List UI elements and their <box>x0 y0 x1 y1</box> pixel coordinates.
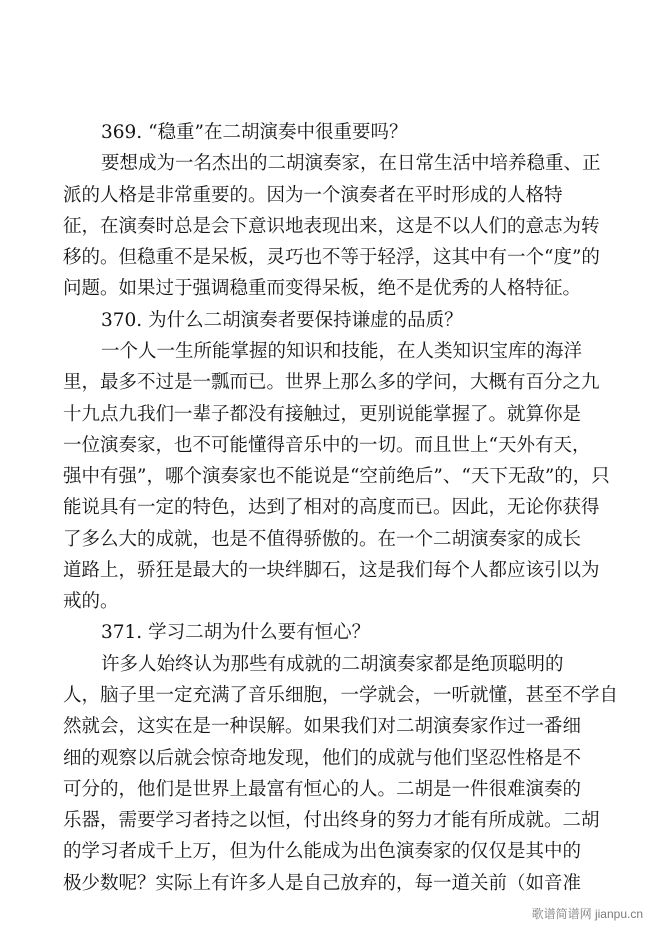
paragraph-line: 强中有强”，哪个演奏家也不能说是“空前绝后”、“天下无敌”的，只 <box>63 466 610 487</box>
paragraph-line: 征，在演奏时总是会下意识地表现出来，这是不以人们的意志为转 <box>63 216 600 237</box>
paragraph-line: 的学习者成千上万，但为什么能成为出色演奏家的仅仅是其中的 <box>63 841 582 862</box>
paragraph-line: 许多人始终认为那些有成就的二胡演奏家都是绝顶聪明的 <box>101 654 564 675</box>
paragraph-line: 一位演奏家，也不可能懂得音乐中的一切。而且世上“天外有天， <box>63 435 591 456</box>
paragraph-line: 人，脑子里一定充满了音乐细胞，一学就会，一听就懂，甚至不学自 <box>63 685 619 706</box>
heading-371: 371. 学习二胡为什么要有恒心？ <box>101 622 371 643</box>
paragraph-line: 派的人格是非常重要的。因为一个演奏者在平时形成的人格特 <box>63 185 563 206</box>
paragraph-line: 十九点九我们一辈子都没有接触过，更别说能掌握了。就算你是 <box>63 404 582 425</box>
paragraph-line: 道路上，骄狂是最大的一块绊脚石，这是我们每个人都应该引以为 <box>63 560 600 581</box>
paragraph-line: 然就会，这实在是一种误解。如果我们对二胡演奏家作过一番细 <box>63 716 582 737</box>
paragraph-line: 戒的。 <box>63 591 119 612</box>
paragraph-line: 里，最多不过是一瓢而已。世界上那么多的学问，大概有百分之九 <box>63 372 600 393</box>
paragraph-line: 了多么大的成就，也是不值得骄傲的。在一个二胡演奏家的成长 <box>63 529 582 550</box>
paragraph-line: 一个人一生所能掌握的知识和技能，在人类知识宝库的海洋 <box>101 341 583 362</box>
paragraph-line: 乐器，需要学习者持之以恒，付出终身的努力才能有所成就。二胡 <box>63 810 600 831</box>
paragraph-line: 问题。如果过于强调稳重而变得呆板，绝不是优秀的人格特征。 <box>63 278 582 299</box>
paragraph-line: 极少数呢？实际上有许多人是自己放弃的，每一道关前（如音准 <box>63 873 582 894</box>
paragraph-line: 能说具有一定的特色，达到了相对的高度而已。因此，无论你获得 <box>63 497 600 518</box>
watermark: 歌谱简谱网 jianpu.cn <box>531 907 643 921</box>
heading-370: 370. 为什么二胡演奏者要保持谦虚的品质？ <box>101 310 463 331</box>
paragraph-line: 可分的，他们是世界上最富有恒心的人。二胡是一件很难演奏的 <box>63 779 582 800</box>
paragraph-line: 移的。但稳重不是呆板，灵巧也不等于轻浮，这其中有一个“度”的 <box>63 247 600 268</box>
heading-369: 369. “稳重”在二胡演奏中很重要吗？ <box>101 122 408 143</box>
paragraph-line: 细的观察以后就会惊奇地发现，他们的成就与他们坚忍性格是不 <box>63 748 582 769</box>
paragraph-line: 要想成为一名杰出的二胡演奏家，在日常生活中培养稳重、正 <box>101 153 601 174</box>
